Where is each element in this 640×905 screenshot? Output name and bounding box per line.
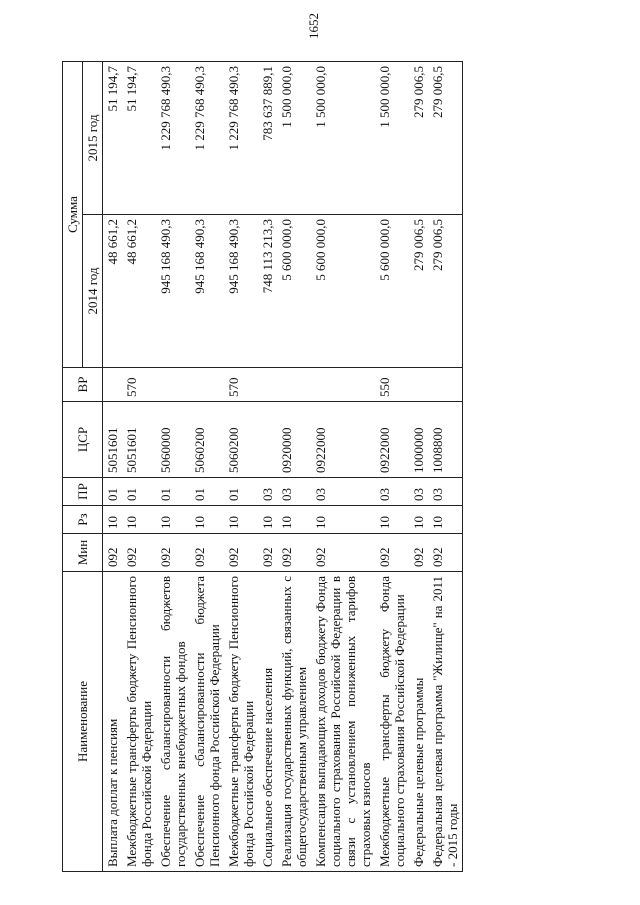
budget-table-sheet [62, 62, 550, 872]
cell-min: 092 [277, 534, 311, 572]
cell-pr: 03 [428, 478, 463, 506]
cell-name: Выплата доплат к пенсиям [103, 572, 123, 872]
cell-y2014: 945 168 490,3 [190, 215, 224, 368]
header-sum: Сумма [63, 62, 83, 368]
cell-csr: 0922000 [375, 402, 409, 478]
table-row [122, 62, 156, 872]
cell-pr: 03 [311, 478, 375, 506]
cell-y2015: 1 500 000,0 [311, 62, 375, 215]
cell-min: 092 [258, 534, 277, 572]
cell-min: 092 [224, 534, 258, 572]
cell-csr: 0922000 [311, 402, 375, 478]
cell-min: 092 [190, 534, 224, 572]
cell-min: 092 [156, 534, 190, 572]
table-row [258, 62, 277, 872]
cell-y2014: 945 168 490,3 [224, 215, 258, 368]
cell-y2014: 945 168 490,3 [156, 215, 190, 368]
cell-min: 092 [375, 534, 409, 572]
cell-csr: 5051601 [122, 402, 156, 478]
cell-rz: 10 [258, 506, 277, 534]
cell-pr: 03 [277, 478, 311, 506]
header-min: Мин [63, 534, 103, 572]
cell-name: Компенсация выпадающих доходов бюджету Фонда социального страхования Российской Федерации в связи с установлением пониженных тарифов страховых взносов [311, 572, 375, 872]
cell-y2015: 1 500 000,0 [375, 62, 409, 215]
cell-csr: 5060000 [156, 402, 190, 478]
cell-y2015: 279 006,5 [428, 62, 463, 215]
header-name: Наименование [63, 572, 103, 872]
cell-name: Реализация государственных функций, связанных с общегосударственным управлением [277, 572, 311, 872]
cell-csr: 1008800 [428, 402, 463, 478]
cell-y2015: 1 229 768 490,3 [156, 62, 190, 215]
cell-rz: 10 [122, 506, 156, 534]
cell-min: 092 [428, 534, 463, 572]
cell-name: Обеспечение сбалансированности бюджетов государственных внебюджетных фондов [156, 572, 190, 872]
cell-vr [409, 368, 428, 402]
cell-rz: 10 [428, 506, 463, 534]
cell-vr: 570 [224, 368, 258, 402]
header-2015: 2015 год [83, 62, 103, 215]
cell-rz: 10 [277, 506, 311, 534]
cell-pr: 01 [224, 478, 258, 506]
cell-csr: 5060200 [224, 402, 258, 478]
table-header [63, 62, 103, 872]
table-row [375, 62, 409, 872]
cell-vr [428, 368, 463, 402]
table-row [224, 62, 258, 872]
table-row [428, 62, 463, 872]
cell-pr: 03 [409, 478, 428, 506]
cell-vr [277, 368, 311, 402]
table-row [103, 62, 123, 872]
cell-pr: 01 [190, 478, 224, 506]
cell-y2014: 48 661,2 [103, 215, 123, 368]
header-rz: Рз [63, 506, 103, 534]
table-row [277, 62, 311, 872]
cell-csr [258, 402, 277, 478]
cell-rz: 10 [311, 506, 375, 534]
table-body [103, 62, 463, 872]
cell-y2014: 5 600 000,0 [311, 215, 375, 368]
cell-min: 092 [103, 534, 123, 572]
cell-name: Обеспечение сбалансированности бюджета Пенсионного фонда Российской Федерации [190, 572, 224, 872]
header-pr: ПР [63, 478, 103, 506]
cell-y2014: 48 661,2 [122, 215, 156, 368]
cell-rz: 10 [375, 506, 409, 534]
cell-pr: 03 [375, 478, 409, 506]
cell-rz: 10 [409, 506, 428, 534]
cell-vr: 570 [122, 368, 156, 402]
cell-pr: 01 [103, 478, 123, 506]
cell-name: Федеральная целевая программа "Жилище" на 2011 - 2015 годы [428, 572, 463, 872]
cell-csr: 5051601 [103, 402, 123, 478]
page-number: 1652 [306, 13, 321, 39]
cell-pr: 01 [156, 478, 190, 506]
cell-name: Социальное обеспечение населения [258, 572, 277, 872]
cell-y2014: 279 006,5 [428, 215, 463, 368]
cell-pr: 03 [258, 478, 277, 506]
cell-name: Межбюджетные трансферты бюджету Пенсионного фонда Российской Федерации [122, 572, 156, 872]
cell-y2015: 51 194,7 [122, 62, 156, 215]
cell-vr: 550 [375, 368, 409, 402]
cell-rz: 10 [224, 506, 258, 534]
header-csr: ЦСР [63, 402, 103, 478]
cell-pr: 01 [122, 478, 156, 506]
cell-y2015: 51 194,7 [103, 62, 123, 215]
table-row [409, 62, 428, 872]
cell-min: 092 [122, 534, 156, 572]
cell-min: 092 [409, 534, 428, 572]
table-row [311, 62, 375, 872]
cell-vr [190, 368, 224, 402]
cell-csr: 1000000 [409, 402, 428, 478]
header-vr: ВР [63, 368, 103, 402]
cell-rz: 10 [156, 506, 190, 534]
cell-y2014: 5 600 000,0 [277, 215, 311, 368]
cell-vr [311, 368, 375, 402]
cell-y2015: 783 637 889,1 [258, 62, 277, 215]
header-2014: 2014 год [83, 215, 103, 368]
cell-vr [258, 368, 277, 402]
cell-vr [156, 368, 190, 402]
cell-y2014: 5 600 000,0 [375, 215, 409, 368]
cell-name: Межбюджетные трансферты бюджету Пенсионного фонда Российской Федерации [224, 572, 258, 872]
cell-csr: 0920000 [277, 402, 311, 478]
cell-y2015: 1 229 768 490,3 [224, 62, 258, 215]
cell-rz: 10 [190, 506, 224, 534]
cell-rz: 10 [103, 506, 123, 534]
table-row [156, 62, 190, 872]
cell-y2015: 279 006,5 [409, 62, 428, 215]
cell-csr: 5060200 [190, 402, 224, 478]
cell-vr [103, 368, 123, 402]
cell-min: 092 [311, 534, 375, 572]
cell-name: Федеральные целевые программы [409, 572, 428, 872]
cell-y2014: 279 006,5 [409, 215, 428, 368]
budget-table [62, 61, 463, 872]
table-row [190, 62, 224, 872]
cell-y2015: 1 229 768 490,3 [190, 62, 224, 215]
cell-y2015: 1 500 000,0 [277, 62, 311, 215]
cell-y2014: 748 113 213,3 [258, 215, 277, 368]
cell-name: Межбюджетные трансферты бюджету Фонда социального страхования Российской Федерации [375, 572, 409, 872]
